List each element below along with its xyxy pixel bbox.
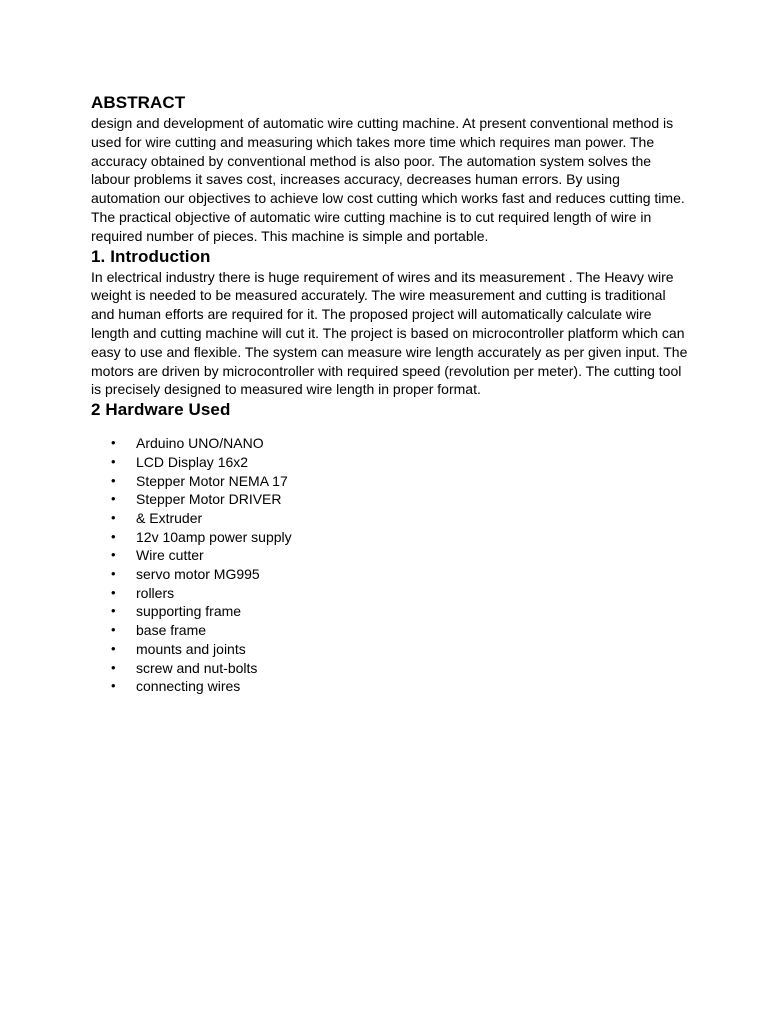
list-item — [91, 602, 691, 621]
abstract-heading: ABSTRACT — [91, 93, 186, 112]
bullet-icon: • — [111, 528, 116, 544]
list-item — [91, 453, 691, 472]
bullet-icon: • — [111, 640, 116, 656]
list-item-label: Arduino UNO/NANO — [136, 435, 264, 452]
bullet-icon: • — [111, 678, 116, 694]
bullet-icon: • — [111, 659, 116, 675]
bullet-icon: • — [111, 584, 116, 600]
list-item-label: mounts and joints — [136, 640, 246, 657]
bullet-icon: • — [111, 603, 116, 619]
list-item — [91, 434, 691, 453]
document-content — [91, 92, 691, 696]
hardware-list — [91, 434, 691, 696]
list-item — [91, 659, 691, 678]
bullet-icon: • — [111, 435, 116, 451]
list-item — [91, 509, 691, 528]
bullet-icon: • — [111, 509, 116, 525]
list-item-label: Stepper Motor DRIVER — [136, 491, 282, 508]
list-item-label: base frame — [136, 622, 207, 639]
bullet-icon: • — [111, 622, 116, 638]
bullet-icon: • — [111, 472, 116, 488]
introduction-heading: 1. Introduction — [91, 246, 211, 266]
bullet-icon: • — [111, 566, 116, 582]
list-item — [91, 565, 691, 584]
list-item-label: Stepper Motor NEMA 17 — [136, 472, 288, 489]
list-item — [91, 640, 691, 659]
list-item-label: supporting frame — [136, 603, 242, 620]
list-item — [91, 528, 691, 547]
list-item — [91, 490, 691, 509]
list-item — [91, 546, 691, 565]
list-item — [91, 677, 691, 696]
bullet-icon: • — [111, 453, 116, 469]
list-item — [91, 584, 691, 603]
list-item-label: & Extruder — [136, 509, 203, 526]
list-item-label: screw and nut-bolts — [136, 659, 258, 676]
list-item-label: 12v 10amp power supply — [136, 528, 292, 545]
list-item-label: connecting wires — [136, 678, 241, 695]
list-item — [91, 621, 691, 640]
abstract-paragraph: design and development of automatic wire cutting machine. At present conventional method is used for wire cutting and measuring which takes more time which requires man power. The accuracy obtained by conventional method is also poor. The automation system solves the labour problems it saves cost, increases accuracy, decreases human errors. By using automation our objectives to achieve low cost cutting which works fast and reduces cutting time. The practical objective of automatic wire cutting machine is to cut required length of wire in required number of pieces. This machine is simple and portable. — [91, 115, 685, 244]
list-item — [91, 472, 691, 491]
hardware-heading: 2 Hardware Used — [91, 400, 231, 420]
list-item-label: servo motor MG995 — [136, 566, 260, 583]
bullet-icon: • — [111, 491, 116, 507]
bullet-icon: • — [111, 547, 116, 563]
list-item-label: Wire cutter — [136, 547, 204, 564]
list-item-label: LCD Display 16x2 — [136, 453, 249, 470]
list-item-label: rollers — [136, 584, 175, 601]
introduction-paragraph: In electrical industry there is huge requirement of wires and its measurement . The Heavy wire weight is needed to be measured accurately. The wire measurement and cutting is traditional and human efforts are required for it. The proposed project will automatically calculate wire length and cutting machine will cut it. The project is based on microcontroller platform which can easy to use and flexible. The system can measure wire length accurately as per given input. The motors are driven by microcontroller with required speed (revolution per meter). The cutting tool is precisely designed to measured wire length in proper format. — [91, 268, 688, 398]
